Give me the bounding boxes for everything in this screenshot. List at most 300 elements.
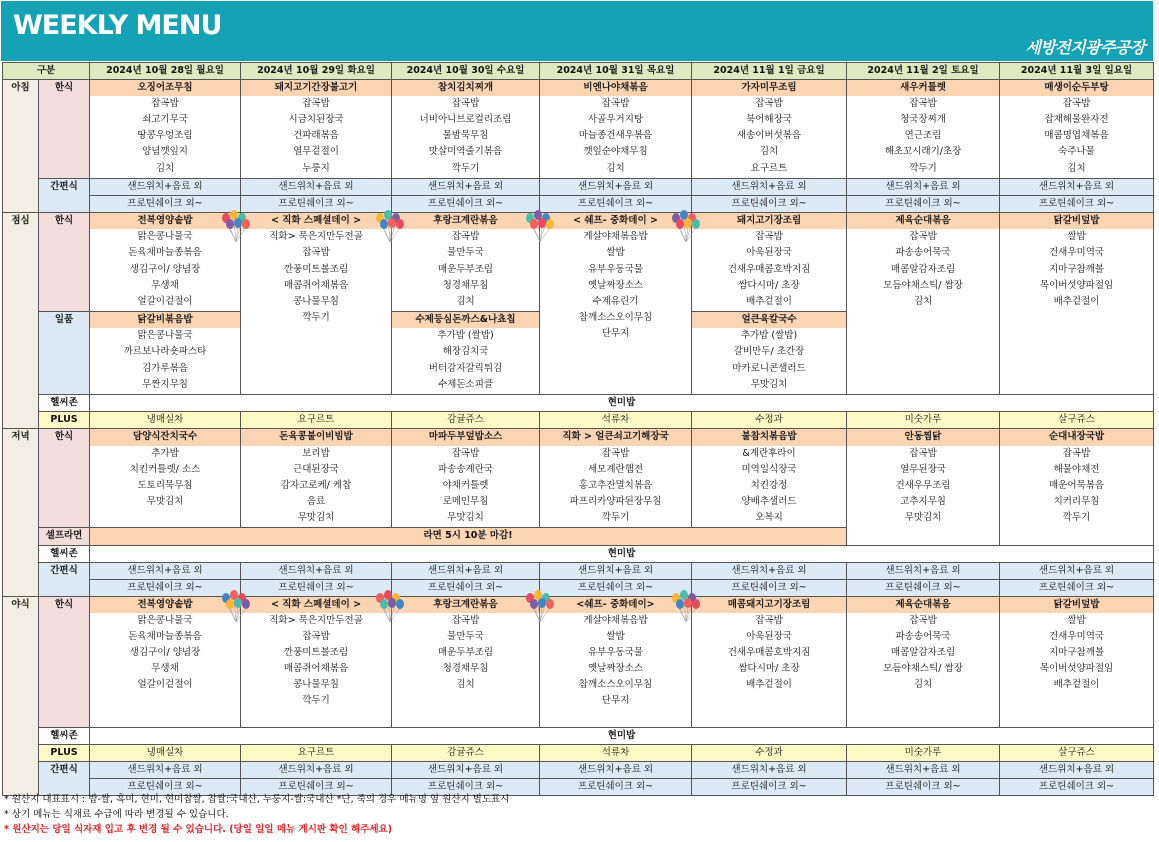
side-dish: 파송송어묵국 (895, 247, 951, 259)
side-dish: 추가밥 (쌀밥) (740, 330, 798, 342)
side-dish: 김치 (759, 146, 779, 158)
note-origin: * 원산지 대표표시 : 밥-쌀, 흑미, 현미, 현미찹쌀, 찹쌀:국내산, 누룽지-쌀:국내산 *단, 죽의 경우 메뉴명 옆 원산지 별도표시 (4, 794, 510, 805)
health-cell: 현미밥 (90, 395, 1154, 412)
plus-cell: 감귤쥬스 (392, 412, 540, 429)
side-dish: 물만두국 (447, 247, 484, 259)
category-korean: 한식 (39, 429, 90, 528)
weekly-menu-table (2, 62, 1154, 796)
snack-cell: 샌드위치+음료 외 (692, 762, 847, 779)
side-dish: 목이버섯양파절임 (1039, 663, 1114, 675)
snack-cell: 프로틴쉐이크 외~ (241, 196, 392, 213)
main-dish: 새우커틀렛 (847, 80, 999, 96)
menu-cell (540, 80, 692, 179)
side-dish: 마늘종건새우볶음 (578, 130, 653, 142)
side-dish: 유부우동국물 (587, 647, 644, 659)
side-dish: 해물야채전 (1053, 463, 1100, 475)
menu-cell (392, 80, 540, 179)
side-dish: 무맛김치 (297, 511, 335, 523)
side-dish: 청경채무침 (442, 663, 489, 675)
side-dish: 참깨소스오이무침 (578, 311, 653, 323)
side-dish: 무맛김치 (146, 495, 184, 507)
category-selframen: 셀프라면 (39, 528, 90, 545)
side-dish: 세모계란햄전 (587, 463, 644, 475)
main-dish: 돼지고기장조림 (692, 213, 846, 229)
main-dish: 전복영양솥밥 (90, 213, 240, 229)
menu-cell (1000, 596, 1154, 727)
side-dish: 깍두기 (302, 695, 330, 707)
side-dish: 사골우거지탕 (587, 114, 644, 126)
day-header: 2024년 10월 28일 월요일 (90, 63, 241, 80)
plus-cell: 수정과 (692, 412, 847, 429)
side-dish: 깻잎순야채무침 (583, 146, 648, 158)
side-dish: 김가루볶음 (142, 362, 188, 374)
snack-cell: 프로틴쉐이크 외~ (1000, 779, 1154, 796)
side-dish: 수제유린기 (592, 295, 639, 307)
menu-cell (1000, 80, 1154, 179)
menu-cell (692, 213, 847, 312)
side-dish: 유부우동국물 (587, 263, 644, 275)
side-dish: 옛날짜장소스 (587, 279, 644, 291)
category-korean: 한식 (39, 213, 90, 312)
side-dish: 쌀밥 (606, 631, 625, 643)
category-snack: 간편식 (39, 179, 90, 213)
menu-cell (692, 80, 847, 179)
side-dish: 매콤명엽채볶음 (1044, 130, 1109, 142)
main-dish: 후랑크계란볶음 (392, 597, 539, 613)
side-dish: 열무된장국 (900, 463, 946, 475)
snack-cell: 샌드위치+음료 외 (692, 179, 847, 196)
side-dish: 누룽지 (302, 162, 330, 174)
side-dish: 쌀밥 (606, 247, 625, 259)
snack-cell: 프로틴쉐이크 외~ (1000, 196, 1154, 213)
note-warning: * 원산지는 당일 식자재 입고 후 변경 될 수 있습니다. (당일 일일 메뉴 게시판 확인 해주세요) (4, 824, 393, 835)
side-dish: 파프리카양파된장무침 (569, 495, 662, 507)
side-dish: 물밤묵무침 (442, 130, 489, 142)
category-korean: 한식 (39, 80, 90, 179)
side-dish: 야채커틀렛 (442, 479, 489, 491)
meal-label-lunch: 점심 (3, 213, 39, 429)
snack-cell: 샌드위치+음료 외 (392, 762, 540, 779)
side-dish: 매운두부조림 (437, 263, 494, 275)
side-dish: 까르보나라숏파스타 (123, 346, 207, 358)
side-dish: 아욱된장국 (746, 631, 792, 643)
side-dish: &계란후라이 (742, 447, 796, 459)
side-dish: 너비아니브로컬리조림 (419, 114, 512, 126)
plus-cell: 미숫가루 (847, 744, 1000, 761)
category-noodle: 일품 (39, 312, 90, 395)
side-dish: 시금치된장국 (288, 114, 344, 126)
side-dish: 보리밥 (302, 447, 330, 459)
meal-label-dinner: 저녁 (3, 429, 39, 596)
side-dish: 버터감자갈릭튀김 (428, 362, 503, 374)
side-dish: 잡곡밥 (451, 447, 480, 459)
side-dish: 김치 (606, 162, 625, 174)
side-dish: 잡채해물완자전 (1044, 114, 1109, 126)
side-dish: 깍두기 (909, 162, 937, 174)
snack-cell: 샌드위치+음료 외 (241, 179, 392, 196)
side-dish: 아욱된장국 (746, 247, 792, 259)
snack-cell: 샌드위치+음료 외 (540, 179, 692, 196)
snack-cell: 프로틴쉐이크 외~ (847, 196, 1000, 213)
menu-cell (540, 429, 692, 528)
side-dish: 배추겉절이 (746, 679, 792, 691)
side-dish: 배추겉절이 (1053, 295, 1100, 307)
side-dish: 오복지 (755, 511, 783, 523)
menu-cell (540, 596, 692, 727)
side-dish: 매콤쥐어채볶음 (283, 663, 349, 675)
side-dish: 깐풍미트볼조림 (283, 647, 349, 659)
main-dish: 매생이순두부탕 (1000, 80, 1153, 96)
notes (4, 792, 509, 837)
day-header: 2024년 11월 2일 토요일 (847, 63, 1000, 80)
brand-logo: 세방전지광주공장 (1025, 38, 1145, 57)
side-dish: 매콤알감자조림 (890, 647, 956, 659)
snack-cell: 프로틴쉐이크 외~ (90, 196, 241, 213)
plus-cell: 요구르트 (241, 744, 392, 761)
side-dish: 쌈다시마/ 초장 (738, 663, 800, 675)
side-dish: 잡곡밥 (755, 98, 783, 110)
side-dish: 요구르트 (750, 162, 788, 174)
side-dish: 해장김치국 (442, 346, 489, 358)
snack-cell: 샌드위치+음료 외 (90, 562, 241, 579)
plus-cell: 살구쥬스 (1000, 744, 1154, 761)
main-dish: 돼지고기간장불고기 (241, 80, 391, 96)
snack-cell: 샌드위치+음료 외 (1000, 762, 1154, 779)
side-dish: 직화> 묵은지만두전골 (269, 614, 363, 626)
main-dish: 닭갈비볶음밥 (90, 312, 240, 328)
side-dish: 고추지무침 (900, 495, 946, 507)
day-header: 2024년 10월 30일 수요일 (392, 63, 540, 80)
side-dish: 김치 (155, 162, 175, 174)
side-dish: 무맛김치 (904, 511, 942, 523)
plus-cell: 미숫가루 (847, 412, 1000, 429)
main-dish: 제육순대볶음 (847, 597, 999, 613)
side-dish: 돈육채마늘종볶음 (128, 247, 202, 259)
side-dish: 깍두기 (601, 511, 630, 523)
side-dish: 김치 (456, 295, 475, 307)
side-dish: 북어해장국 (746, 114, 792, 126)
main-dish: 불참치볶음밥 (692, 429, 846, 445)
snack-cell: 프로틴쉐이크 외~ (692, 196, 847, 213)
main-dish: < 직화 스페셜데이 > (241, 213, 391, 229)
side-dish: 건새우무조림 (895, 479, 951, 491)
main-dish: 마파두부덮밥소스 (392, 429, 539, 445)
side-dish: 김치 (456, 679, 475, 691)
menu-cell (540, 213, 692, 395)
side-dish: 잡곡밥 (1062, 447, 1091, 459)
side-dish: 치커리무침 (1053, 495, 1100, 507)
side-dish: 맛살미역줄기볶음 (428, 146, 503, 158)
main-dish: 제육순대볶음 (847, 213, 999, 229)
snack-cell: 프로틴쉐이크 외~ (1000, 579, 1154, 596)
side-dish: 모듬야채스틱/ 쌈장 (883, 279, 963, 291)
category-health: 헬씨존 (39, 727, 90, 744)
side-dish: 건새우미역국 (1048, 631, 1105, 643)
side-dish: 숙주나물 (1058, 146, 1095, 158)
snack-cell: 샌드위치+음료 외 (1000, 562, 1154, 579)
health-cell: 현미밥 (90, 545, 1154, 562)
side-dish: 음료 (306, 495, 326, 507)
main-dish: 참치김치찌개 (392, 80, 539, 96)
menu-cell (392, 312, 540, 395)
side-dish: 잡곡밥 (909, 98, 937, 110)
category-korean: 한식 (39, 596, 90, 727)
main-dish: 돈육콩불이비빔밥 (241, 429, 391, 445)
side-dish: 목이버섯양파절임 (1039, 279, 1114, 291)
snack-cell: 프로틴쉐이크 외~ (241, 779, 392, 796)
menu-cell (392, 213, 540, 312)
menu-cell (241, 80, 392, 179)
snack-cell: 프로틴쉐이크 외~ (90, 779, 241, 796)
side-dish: 깍두기 (451, 162, 480, 174)
side-dish: 미역일식장국 (741, 463, 797, 475)
side-dish: 콩나물무침 (293, 679, 339, 691)
snack-cell: 프로틴쉐이크 외~ (90, 579, 241, 596)
side-dish: 마카로니콘샐러드 (732, 362, 806, 374)
side-dish: 해초꼬시래기/초장 (884, 146, 962, 158)
side-dish: 추가밥 (151, 447, 179, 459)
meal-label-breakfast: 아침 (3, 80, 39, 213)
main-dish: 담양식잔치국수 (90, 429, 240, 445)
side-dish: 쇠고기무국 (142, 114, 188, 126)
menu-cell (847, 80, 1000, 179)
side-dish: 돈육채마늘종볶음 (128, 631, 202, 643)
side-dish: 콩나물무침 (293, 295, 339, 307)
side-dish: 잡곡밥 (302, 98, 330, 110)
snack-cell: 샌드위치+음료 외 (241, 562, 392, 579)
main-dish: 매콤돼지고기장조림 (692, 597, 846, 613)
side-dish: 청경채무침 (442, 279, 489, 291)
side-dish: 깍두기 (302, 311, 330, 323)
main-dish: < 직화 스페셜데이 > (241, 597, 391, 613)
menu-cell (1000, 429, 1154, 545)
side-dish: 김치 (913, 295, 933, 307)
main-dish: 전복영양솥밥 (90, 597, 240, 613)
side-dish: 건새우매콤호박지짐 (727, 647, 811, 659)
side-dish: 참깨소스오이무침 (578, 679, 653, 691)
side-dish: 쌀밥 (1067, 231, 1086, 243)
snack-cell: 프로틴쉐이크 외~ (392, 779, 540, 796)
side-dish: 매운어묵볶음 (1048, 479, 1105, 491)
menu-cell (90, 213, 241, 312)
side-dish: 건파래볶음 (293, 130, 339, 142)
snack-cell: 샌드위치+음료 외 (847, 762, 1000, 779)
snack-cell: 프로틴쉐이크 외~ (692, 779, 847, 796)
side-dish: 모듬야채스틱/ 쌈장 (883, 663, 963, 675)
side-dish: 근대된장국 (293, 463, 339, 475)
side-dish: 잡곡밥 (451, 614, 480, 626)
snack-cell: 프로틴쉐이크 외~ (540, 196, 692, 213)
side-dish: 맑은콩나물국 (137, 614, 193, 626)
side-dish: 갈비만두/ 초간장 (733, 346, 805, 358)
snack-cell: 프로틴쉐이크 외~ (392, 196, 540, 213)
snack-cell: 프로틴쉐이크 외~ (847, 579, 1000, 596)
category-snack: 간편식 (39, 762, 90, 796)
main-dish: 오징어조무침 (90, 80, 240, 96)
side-dish: 잡곡밥 (909, 447, 937, 459)
side-dish: 김치 (1067, 162, 1086, 174)
snack-cell: 샌드위치+음료 외 (392, 179, 540, 196)
menu-cell (692, 429, 847, 528)
main-dish: 비엔나야채볶음 (540, 80, 691, 96)
side-dish: 잡곡밥 (755, 614, 783, 626)
plus-cell: 석류차 (540, 744, 692, 761)
side-dish: 옛날짜장소스 (587, 663, 644, 675)
main-dish: 얼큰육칼국수 (692, 312, 846, 328)
snack-cell: 샌드위치+음료 외 (540, 762, 692, 779)
main-dish: 수제등심돈까스&나쵸칩 (392, 312, 539, 328)
side-dish: 잡곡밥 (601, 98, 630, 110)
snack-cell: 샌드위치+음료 외 (847, 562, 1000, 579)
side-dish: 건새우미역국 (1048, 247, 1105, 259)
side-dish: 치킨강정 (750, 479, 788, 491)
side-dish: 게살야채볶음밥 (583, 614, 648, 626)
side-dish: 직화> 묵은지만두전골 (269, 231, 363, 243)
side-dish: 양배추샐러드 (741, 495, 797, 507)
snack-cell: 샌드위치+음료 외 (692, 562, 847, 579)
side-dish: 잡곡밥 (302, 247, 330, 259)
side-dish: 잡곡밥 (909, 614, 937, 626)
side-dish: 파송송어묵국 (895, 631, 951, 643)
side-dish: 쌈다시마/ 초장 (738, 279, 800, 291)
side-dish: 양념깻잎지 (142, 146, 188, 158)
side-dish: 매운두부조림 (437, 647, 494, 659)
main-dish: 직화 > 얼큰쇠고기해장국 (540, 429, 691, 445)
main-dish: 순대내장국밥 (1000, 429, 1153, 445)
side-dish: 맑은콩나물국 (137, 231, 193, 243)
plus-cell: 수정과 (692, 744, 847, 761)
snack-cell: 샌드위치+음료 외 (847, 179, 1000, 196)
side-dish: 얼갈이겉절이 (137, 679, 193, 691)
menu-cell (241, 596, 392, 727)
snack-cell: 프로틴쉐이크 외~ (847, 779, 1000, 796)
day-header: 2024년 11월 3일 일요일 (1000, 63, 1154, 80)
main-dish: 안동찜닭 (847, 429, 999, 445)
plus-cell: 감귤쥬스 (392, 744, 540, 761)
menu-cell (1000, 213, 1154, 395)
column-header-label: 구분 (3, 63, 90, 80)
menu-cell (90, 596, 241, 727)
side-dish: 감자고로케/ 케찹 (280, 479, 352, 491)
day-header: 2024년 11월 1일 금요일 (692, 63, 847, 80)
menu-cell (392, 596, 540, 727)
day-header: 2024년 10월 29일 화요일 (241, 63, 392, 80)
category-plus: PLUS (39, 412, 90, 429)
main-dish: 후랑크계란볶음 (392, 213, 539, 229)
side-dish: 무생채 (151, 279, 179, 291)
menu-cell (90, 80, 241, 179)
side-dish: 물만두국 (447, 631, 484, 643)
side-dish: 잡곡밥 (1062, 98, 1091, 110)
health-cell: 현미밥 (90, 727, 1154, 744)
side-dish: 열무겉절이 (293, 146, 339, 158)
snack-cell: 프로틴쉐이크 외~ (692, 579, 847, 596)
category-snack: 간편식 (39, 562, 90, 596)
main-dish: <쉐프- 중화데이> (540, 597, 691, 613)
plus-cell: 석류차 (540, 412, 692, 429)
side-dish: 매콤쥐어채볶음 (283, 279, 349, 291)
snack-cell: 프로틴쉐이크 외~ (540, 779, 692, 796)
menu-cell (847, 429, 1000, 545)
side-dish: 단무지 (601, 695, 630, 707)
side-dish: 로메인무침 (442, 495, 489, 507)
side-dish: 배추겉절이 (1053, 679, 1100, 691)
page-title: WEEKLY MENU (13, 10, 222, 41)
side-dish: 무생채 (151, 663, 179, 675)
side-dish: 청국장찌개 (900, 114, 946, 126)
menu-cell (90, 312, 241, 395)
side-dish: 단무지 (601, 327, 630, 339)
side-dish: 배추겉절이 (746, 295, 792, 307)
side-dish: 연근조림 (904, 130, 942, 142)
side-dish: 땅콩우엉조림 (137, 130, 193, 142)
category-health: 헬씨존 (39, 545, 90, 562)
menu-cell (847, 596, 1000, 727)
category-plus: PLUS (39, 744, 90, 761)
side-dish: 파송송계란국 (437, 463, 494, 475)
note-change: * 상기 메뉴는 식재료 수급에 따라 변경될 수 있습니다. (4, 809, 229, 820)
snack-cell: 샌드위치+음료 외 (540, 562, 692, 579)
menu-cell (241, 213, 392, 395)
menu-cell (392, 429, 540, 528)
snack-cell: 프로틴쉐이크 외~ (392, 579, 540, 596)
side-dish: 수제돈소피클 (437, 378, 494, 390)
meal-label-night: 야식 (3, 596, 39, 795)
side-dish: 홍고추잔멸치볶음 (578, 479, 653, 491)
side-dish: 잡곡밥 (451, 231, 480, 243)
snack-cell: 프로틴쉐이크 외~ (540, 579, 692, 596)
plus-cell: 냉매실차 (90, 412, 241, 429)
menu-cell (241, 429, 392, 528)
main-dish: < 쉐프- 중화데이 > (540, 213, 691, 229)
menu-cell (692, 596, 847, 727)
side-dish: 도토리묵무침 (137, 479, 193, 491)
menu-cell (90, 429, 241, 528)
snack-cell: 샌드위치+음료 외 (392, 562, 540, 579)
side-dish: 무짠지무침 (142, 378, 188, 390)
menu-cell (692, 312, 847, 395)
side-dish: 새송이버섯볶음 (736, 130, 802, 142)
side-dish: 생김구이/ 양념장 (129, 263, 201, 275)
menu-cell (847, 213, 1000, 395)
side-dish: 잡곡밥 (909, 231, 937, 243)
category-health: 헬씨존 (39, 395, 90, 412)
plus-cell: 요구르트 (241, 412, 392, 429)
side-dish: 얼갈이겉절이 (137, 295, 193, 307)
side-dish: 맑은콩나물국 (137, 330, 193, 342)
snack-cell: 샌드위치+음료 외 (90, 179, 241, 196)
main-dish: 닭갈비덮밥 (1000, 597, 1153, 613)
side-dish: 잡곡밥 (755, 231, 783, 243)
snack-cell: 샌드위치+음료 외 (1000, 179, 1154, 196)
side-dish: 깐풍미트볼조림 (283, 263, 349, 275)
side-dish: 추가밥 (쌀밥) (437, 330, 494, 342)
side-dish: 치킨커틀렛/ 소스 (129, 463, 201, 475)
main-dish: 닭갈비덮밥 (1000, 213, 1153, 229)
side-dish: 잡곡밥 (451, 98, 480, 110)
day-header: 2024년 10월 31일 목요일 (540, 63, 692, 80)
main-dish: 가자미무조림 (692, 80, 846, 96)
side-dish: 잡곡밥 (601, 447, 630, 459)
side-dish: 무맛김치 (750, 378, 788, 390)
side-dish: 잡곡밥 (302, 631, 330, 643)
side-dish: 깍두기 (1062, 511, 1091, 523)
side-dish: 김치 (913, 679, 933, 691)
header-banner (1, 1, 1153, 61)
side-dish: 지마구참깨볼 (1048, 647, 1105, 659)
side-dish: 지마구참깨볼 (1048, 263, 1105, 275)
side-dish: 생김구이/ 양념장 (129, 647, 201, 659)
